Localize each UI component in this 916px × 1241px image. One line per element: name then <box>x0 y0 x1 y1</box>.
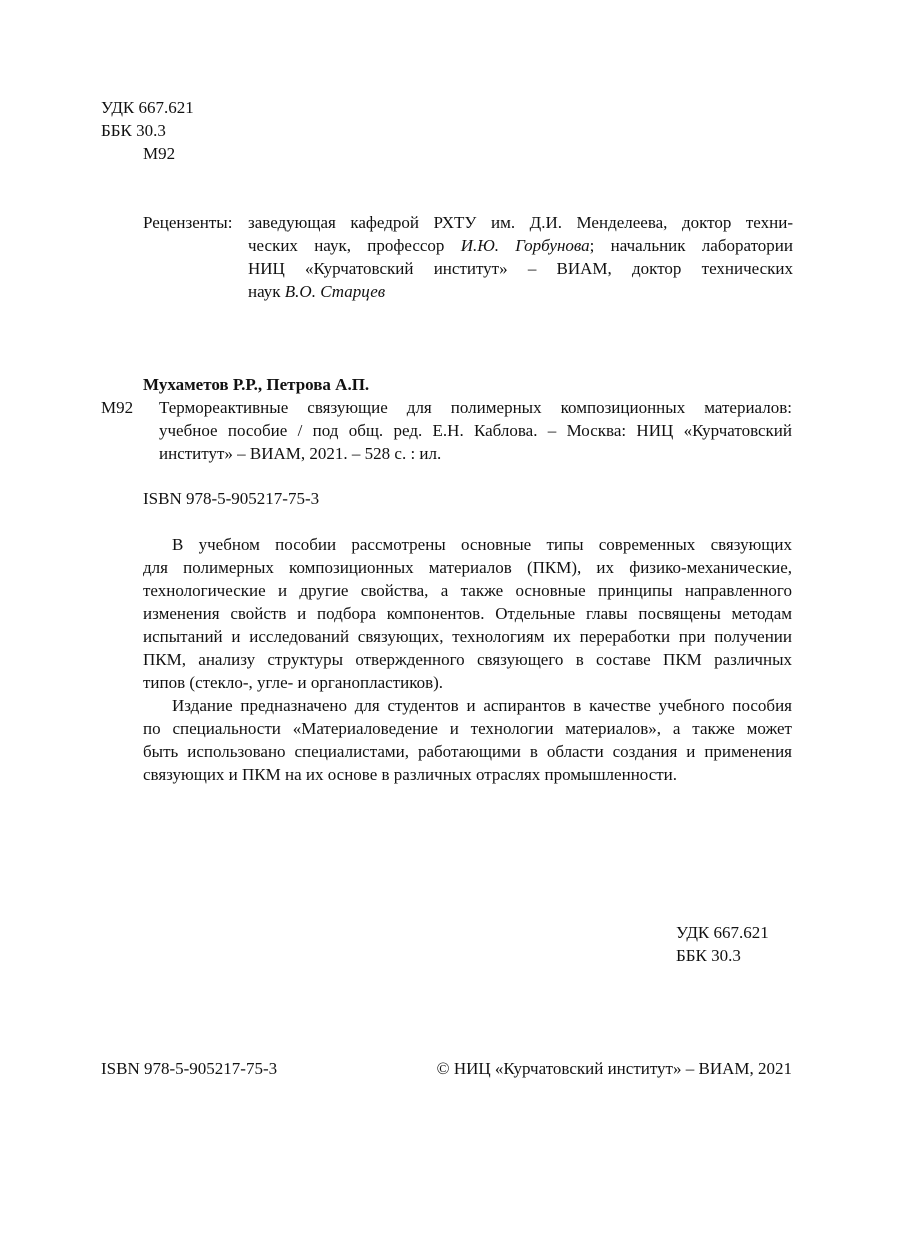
abstract-p1-line-2: для полимерных композиционных материалов (ПКМ), их физико-механические, <box>143 558 792 577</box>
bib-line-1: Термореактивные связующие для полимерных композиционных материалов: <box>159 398 792 417</box>
abstract <box>143 533 792 786</box>
bib-isbn: ISBN 978-5-905217-75-3 <box>143 489 320 508</box>
bib-line-3: институт» – ВИАМ, 2021. – 528 с. : ил. <box>159 444 442 463</box>
author-mark: М92 <box>143 144 176 163</box>
bib-mark: М92 <box>101 398 134 417</box>
header-codes <box>101 96 194 165</box>
reviewers-line-2: ческих наук, профессор И.Ю. Горбунова; начальник лаборатории <box>248 236 793 255</box>
abstract-p2-line-4: связующих и ПКМ на их основе в различных отраслях промышленности. <box>143 765 678 784</box>
abstract-p1-line-5: испытаний и исследований связующих, технологиям их переработки при получении <box>143 627 792 646</box>
abstract-p1-line-6: ПКМ, анализу структуры отвержденного связующего в составе ПКМ различных <box>143 650 792 669</box>
reviewer-name-gorbunova: И.Ю. Горбунова <box>460 236 590 255</box>
reviewers-line-1: заведующая кафедрой РХТУ им. Д.И. Менделеева, доктор техни- <box>248 213 793 232</box>
bib-line-2: учебное пособие / под общ. ред. Е.Н. Каблова. – Москва: НИЦ «Курчатовский <box>159 421 792 440</box>
abstract-p2-line-1: Издание предназначено для студентов и аспирантов в качестве учебного пособия <box>172 696 792 715</box>
abstract-p1-line-3: технологические и другие свойства, а также основные принципы направленного <box>143 581 792 600</box>
bib-description <box>159 396 792 465</box>
reviewers-label: Рецензенты: <box>143 213 233 232</box>
bottom-isbn: ISBN 978-5-905217-75-3 <box>101 1059 278 1078</box>
footer-bbk: ББК 30.3 <box>676 946 741 965</box>
abstract-p2-line-2: по специальности «Материаловедение и технологии материалов», а также может <box>143 719 792 738</box>
reviewers-text <box>248 211 793 303</box>
abstract-p2-line-3: быть использовано специалистами, работающими в области создания и применения <box>143 742 792 761</box>
footer-codes <box>676 921 769 967</box>
abstract-p1-line-1: В учебном пособии рассмотрены основные типы современных связующих <box>172 535 792 554</box>
bib-authors: Мухаметов Р.Р., Петрова А.П. <box>143 375 370 394</box>
reviewers-line-4: наук В.О. Старцев <box>248 282 386 301</box>
footer-udk: УДК 667.621 <box>676 923 769 942</box>
abstract-p1-line-4: изменения свойств и подбора компонентов. Отдельные главы посвящены методам <box>143 604 792 623</box>
copyright: © НИЦ «Курчатовский институт» – ВИАМ, 2021 <box>436 1059 792 1078</box>
reviewers-line-3: НИЦ «Курчатовский институт» – ВИАМ, доктор технических <box>248 259 793 278</box>
udk-code: УДК 667.621 <box>101 98 194 117</box>
reviewer-name-startsev: В.О. Старцев <box>284 282 386 301</box>
abstract-p1-line-7: типов (стекло-, угле- и органопластиков). <box>143 673 444 692</box>
bbk-code: ББК 30.3 <box>101 121 166 140</box>
